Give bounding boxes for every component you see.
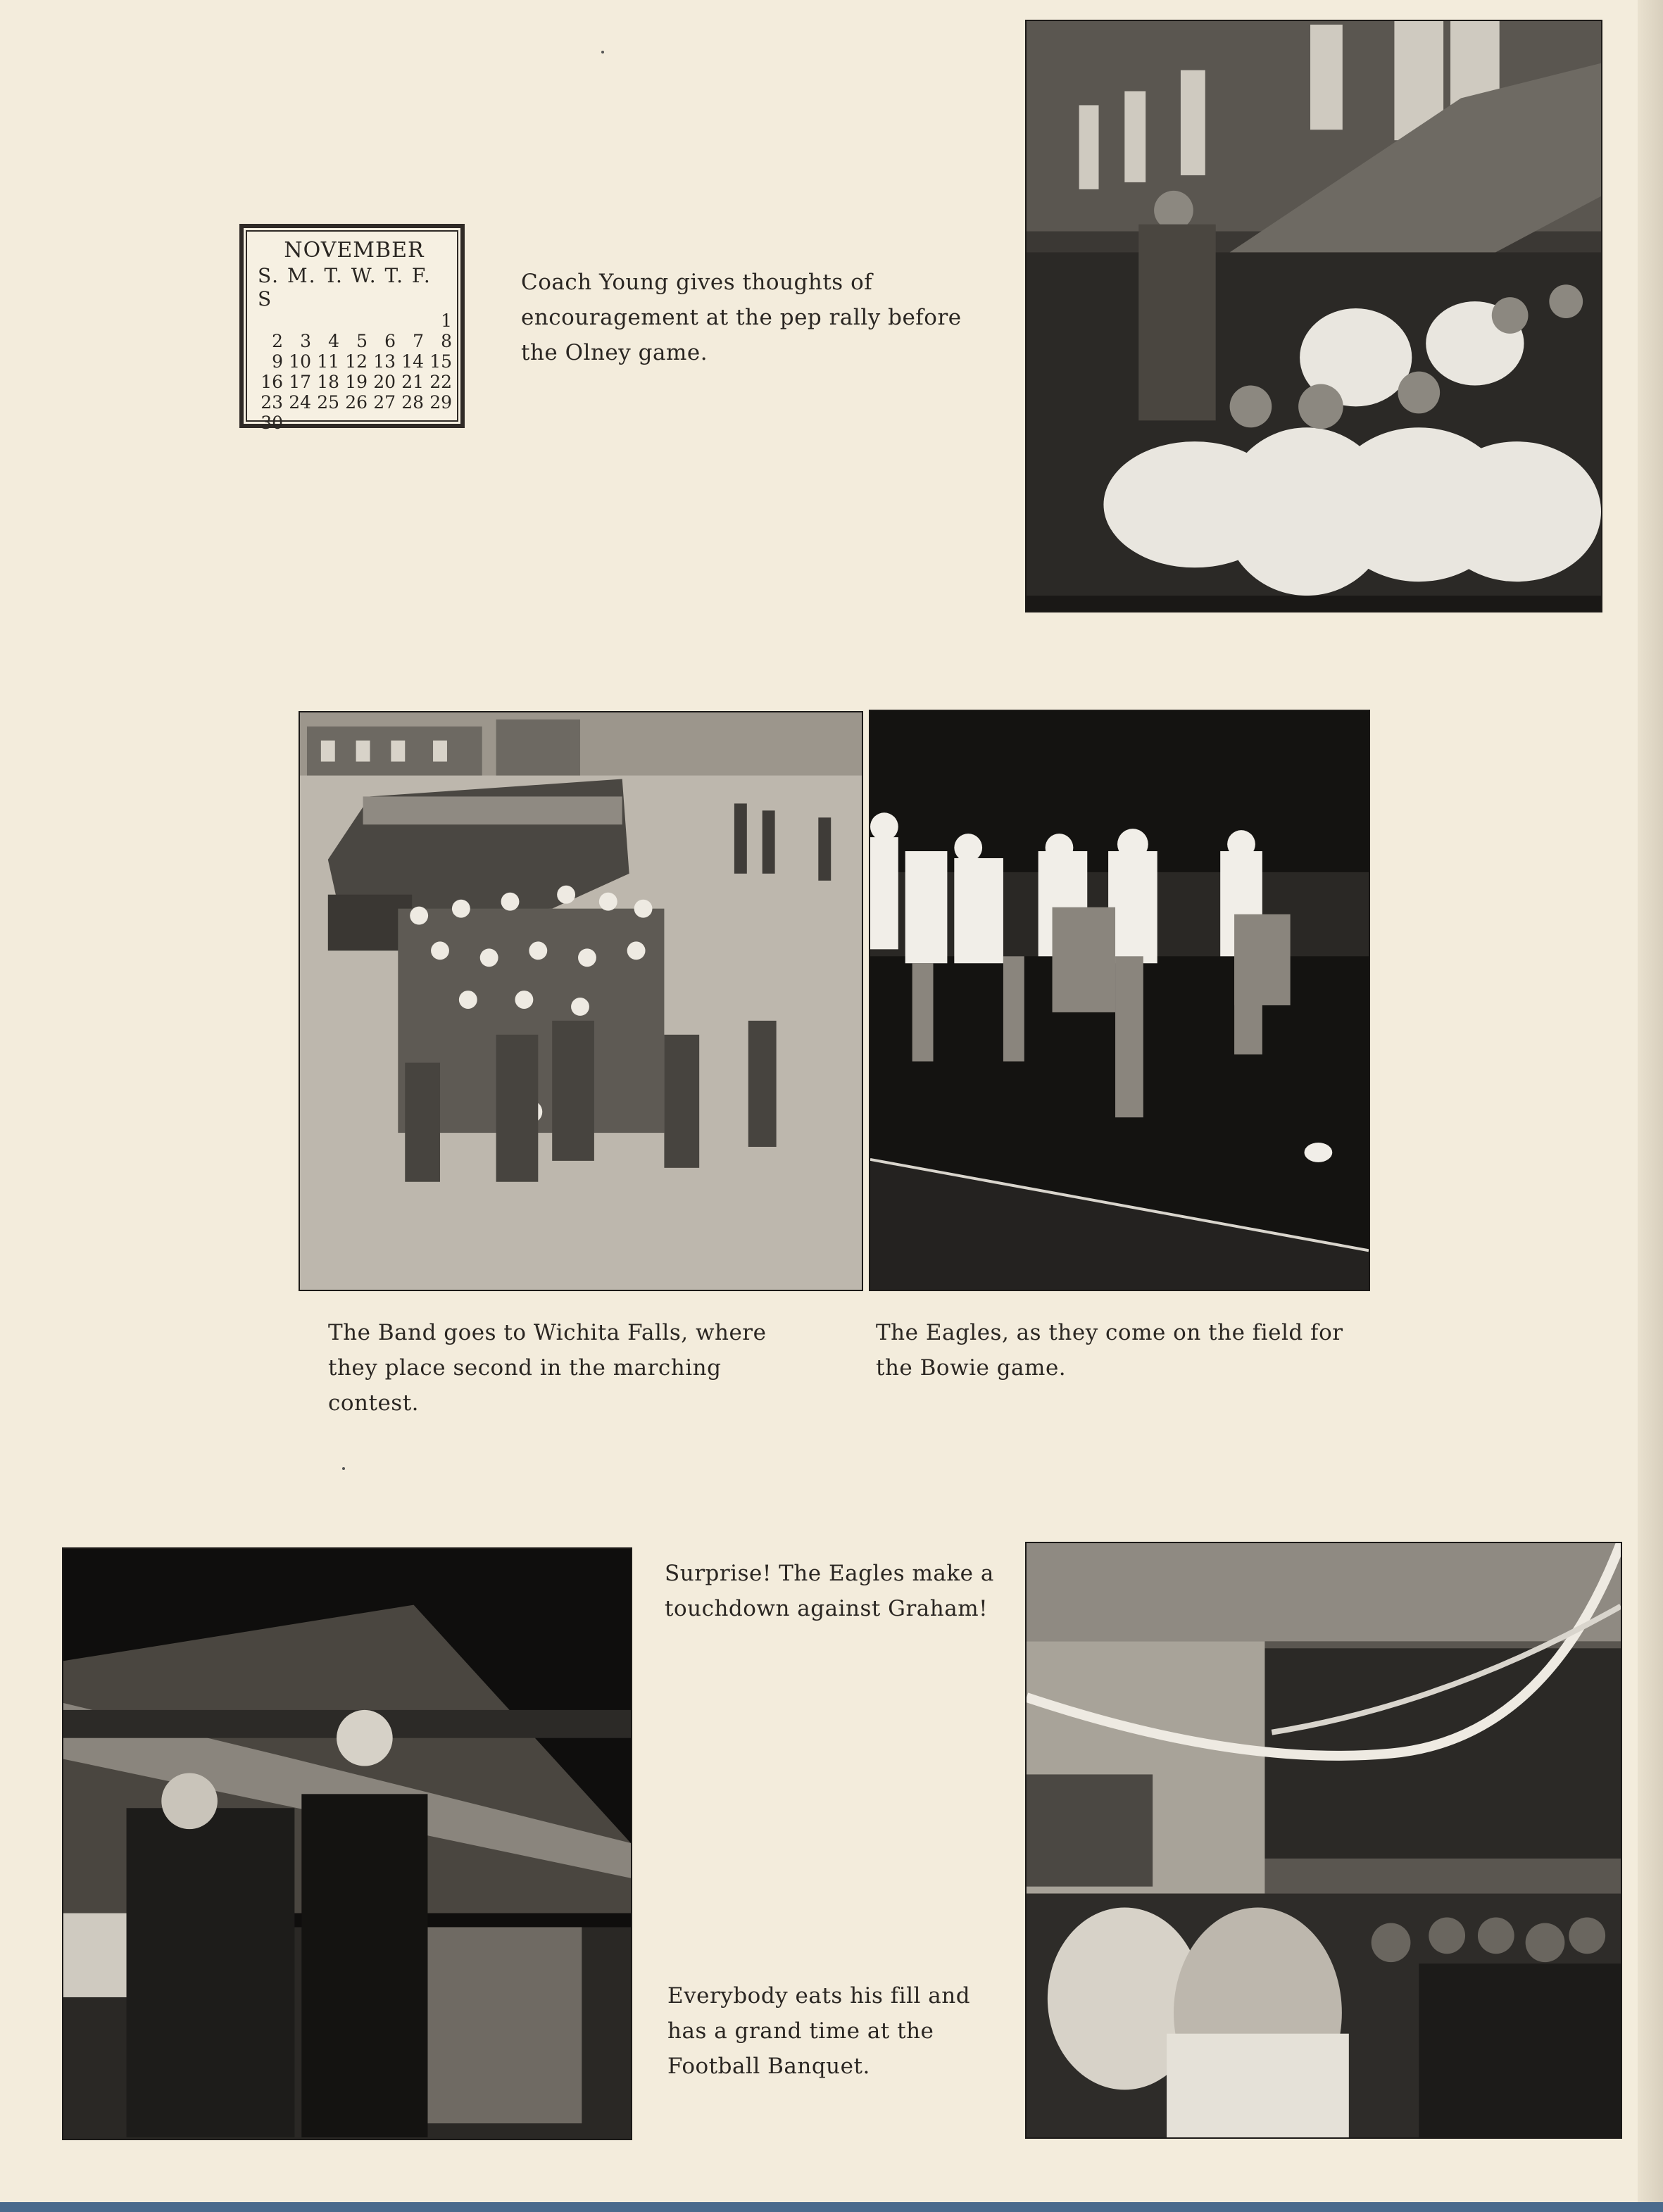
photo-banquet	[1025, 1542, 1622, 2139]
page-speck	[342, 1467, 345, 1470]
calendar-day: 13	[373, 351, 396, 372]
calendar-week-row	[255, 372, 453, 392]
calendar-day	[283, 413, 311, 433]
calendar-day: 28	[401, 392, 424, 413]
calendar-day	[424, 413, 452, 433]
calendar-day: 15	[429, 351, 452, 372]
calendar-day: 17	[289, 372, 311, 392]
calendar-day: 21	[401, 372, 424, 392]
calendar-day: 3	[300, 331, 311, 351]
calendar-day: 29	[429, 392, 452, 413]
calendar-day: 26	[345, 392, 368, 413]
november-calendar	[239, 224, 465, 433]
calendar-day: 24	[289, 392, 311, 413]
calendar-day	[339, 413, 368, 433]
calendar-week-row	[255, 351, 453, 372]
photo-band	[299, 711, 863, 1291]
calendar-day: 27	[373, 392, 396, 413]
calendar-day: 1	[441, 310, 452, 331]
caption-touchdown: Surprise! The Eagles make a touchdown against Graham!	[665, 1561, 994, 1621]
calendar-day: 12	[345, 351, 368, 372]
calendar-day: 23	[261, 392, 283, 413]
calendar-grid	[255, 310, 453, 433]
calendar-week-row	[255, 392, 453, 413]
calendar-day: 4	[328, 331, 339, 351]
calendar-day: 7	[413, 331, 424, 351]
calendar-day	[283, 310, 311, 331]
page-bottom-border	[0, 2202, 1663, 2212]
calendar-day	[396, 413, 424, 433]
caption-pep-rally: Coach Young gives thoughts of encouragement at the pep rally before the Olney game.	[521, 270, 962, 365]
caption-banquet: Everybody eats his fill and has a grand time at the Football Banquet.	[667, 1983, 971, 2079]
calendar-day: 30	[261, 413, 283, 433]
calendar-day: 6	[384, 331, 396, 351]
caption-eagles-field: The Eagles, as they come on the field for the Bowie game.	[876, 1320, 1343, 1381]
calendar-day: 11	[317, 351, 339, 372]
calendar-day	[396, 310, 424, 331]
calendar-day: 8	[441, 331, 452, 351]
calendar-day: 16	[261, 372, 283, 392]
calendar-day: 14	[401, 351, 424, 372]
calendar-day: 25	[317, 392, 339, 413]
calendar-week-row	[255, 331, 453, 351]
calendar-day: 2	[272, 331, 283, 351]
calendar-day: 18	[317, 372, 339, 392]
calendar-day: 10	[289, 351, 311, 372]
calendar-day: 19	[345, 372, 368, 392]
calendar-day	[311, 310, 339, 331]
calendar-day: 9	[272, 351, 283, 372]
calendar-day	[368, 310, 396, 331]
calendar-weekdays: S. M. T. W. T. F. S	[258, 264, 432, 310]
calendar-week-row	[255, 413, 453, 433]
calendar-day	[255, 310, 283, 331]
calendar-day	[311, 413, 339, 433]
calendar-day: 20	[373, 372, 396, 392]
calendar-day: 5	[356, 331, 368, 351]
photo-eagles-field	[869, 710, 1370, 1291]
calendar-day: 22	[429, 372, 452, 392]
photo-touchdown	[62, 1547, 632, 2140]
page-speck	[601, 51, 604, 54]
photo-pep-rally	[1025, 20, 1602, 612]
calendar-day	[368, 413, 396, 433]
calendar-day	[339, 310, 368, 331]
calendar-week-row	[255, 310, 453, 331]
page-edge	[1638, 0, 1663, 2212]
caption-band: The Band goes to Wichita Falls, where they place second in the marching contest.	[328, 1320, 767, 1416]
calendar-month: NOVEMBER	[284, 238, 425, 263]
